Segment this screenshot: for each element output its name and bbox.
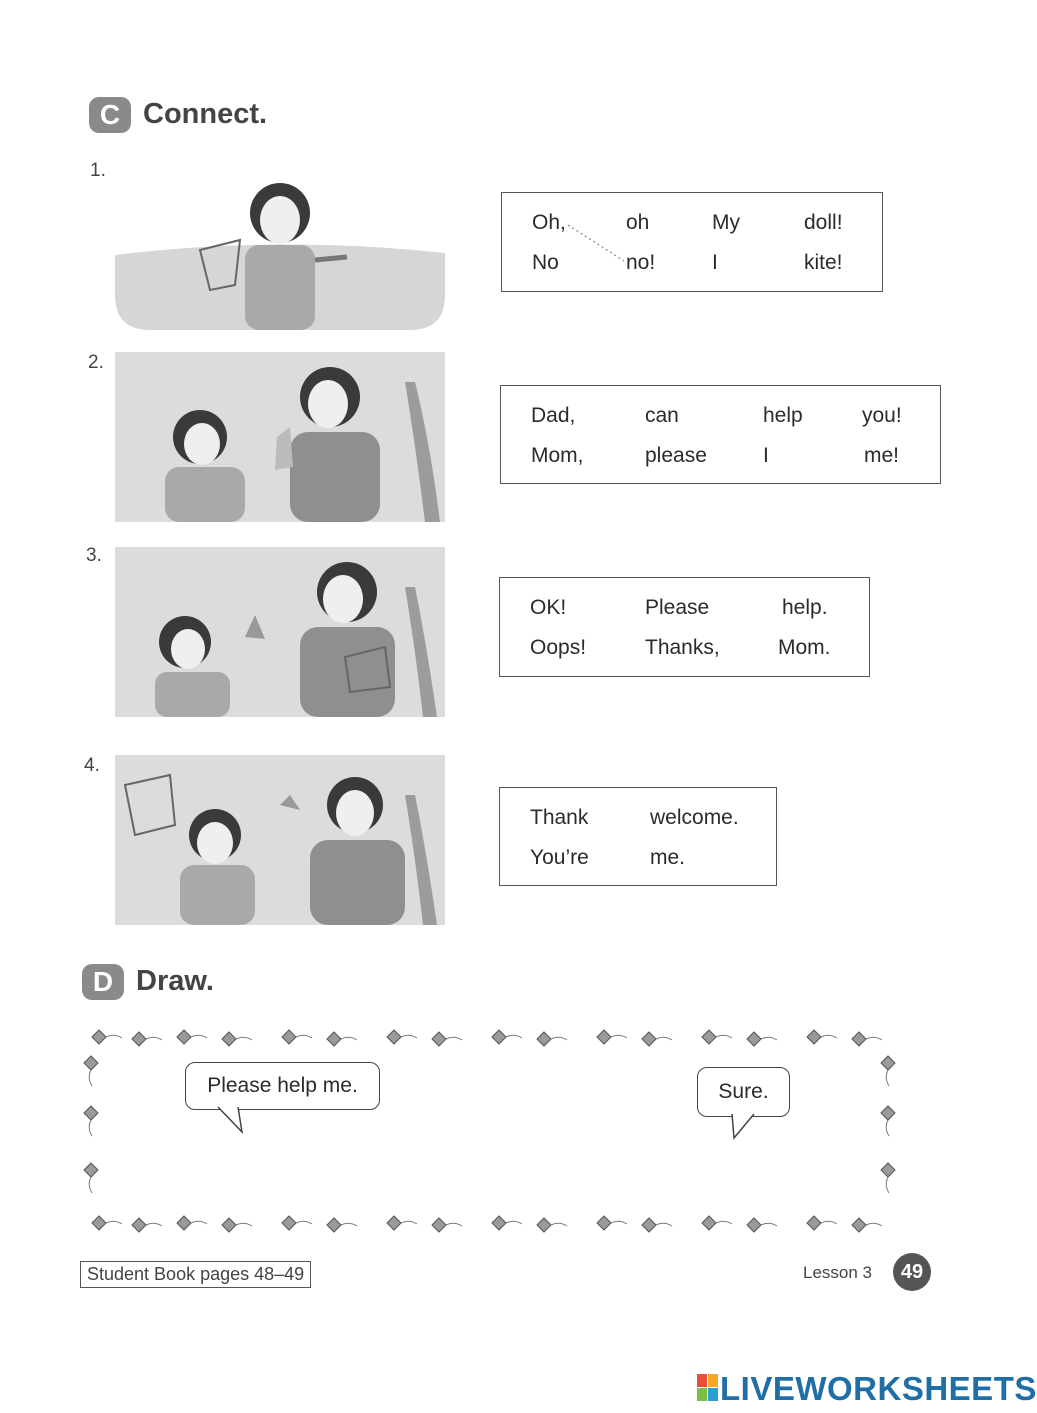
word-1-2[interactable]: oh (626, 211, 650, 234)
illustration-girl-fixed-kite (115, 755, 445, 925)
word-3-3[interactable]: help. (782, 596, 828, 619)
word-2-7[interactable]: I (763, 444, 769, 467)
word-2-5[interactable]: Mom, (531, 444, 584, 467)
section-c-badge: C (89, 97, 131, 133)
item-4-number: 4. (84, 755, 100, 776)
drawing-area[interactable] (82, 1028, 897, 1233)
word-1-5[interactable]: No (532, 251, 559, 274)
illustration-girl-broken-kite (115, 165, 445, 330)
word-box-4 (499, 787, 777, 886)
section-d-badge: D (82, 964, 124, 1000)
word-4-3[interactable]: You’re (530, 846, 589, 869)
word-2-1[interactable]: Dad, (531, 404, 576, 427)
speech-bubble-right: Sure. (697, 1067, 790, 1117)
illustration-mom-helping-girl (115, 547, 445, 717)
word-3-5[interactable]: Thanks, (645, 636, 720, 659)
word-3-6[interactable]: Mom. (778, 636, 831, 659)
word-2-4[interactable]: you! (862, 404, 902, 427)
word-2-2[interactable]: can (645, 404, 679, 427)
section-c-title: Connect. (143, 98, 268, 130)
lesson-label: Lesson 3 (803, 1263, 872, 1282)
word-box-1 (501, 192, 883, 292)
item-1-number: 1. (90, 160, 106, 181)
liveworksheets-logo-icon (697, 1374, 719, 1402)
word-1-3[interactable]: My (712, 211, 740, 234)
illustration-girl-and-mom (115, 352, 445, 522)
word-4-4[interactable]: me. (650, 846, 686, 869)
section-d-title: Draw. (136, 965, 214, 997)
word-1-6[interactable]: no! (626, 251, 656, 274)
word-2-3[interactable]: help (763, 404, 803, 427)
word-2-6[interactable]: please (645, 444, 707, 467)
word-1-8[interactable]: kite! (804, 251, 843, 274)
speech-bubble-left-tail (218, 1106, 246, 1134)
student-book-reference: Student Book pages 48–49 (80, 1261, 311, 1288)
word-1-1[interactable]: Oh, (532, 211, 566, 234)
page-number-badge: 49 (893, 1253, 931, 1291)
word-3-2[interactable]: Please (645, 596, 710, 619)
word-1-4[interactable]: doll! (804, 211, 843, 234)
word-box-2 (500, 385, 941, 484)
kite-border (82, 1028, 897, 1233)
word-box-3 (499, 577, 870, 677)
word-4-1[interactable]: Thank (530, 806, 589, 829)
word-4-2[interactable]: welcome. (650, 806, 739, 829)
word-3-1[interactable]: OK! (530, 596, 567, 619)
liveworksheets-brand[interactable]: LIVEWORKSHEETS (720, 1370, 1037, 1407)
word-3-4[interactable]: Oops! (530, 636, 587, 659)
speech-bubble-left: Please help me. (185, 1062, 380, 1110)
example-connect-line (568, 225, 628, 265)
word-1-7[interactable]: I (712, 251, 718, 274)
item-3-number: 3. (86, 545, 102, 566)
item-2-number: 2. (88, 352, 104, 373)
speech-bubble-right-tail (730, 1113, 760, 1141)
word-2-8[interactable]: me! (864, 444, 900, 467)
